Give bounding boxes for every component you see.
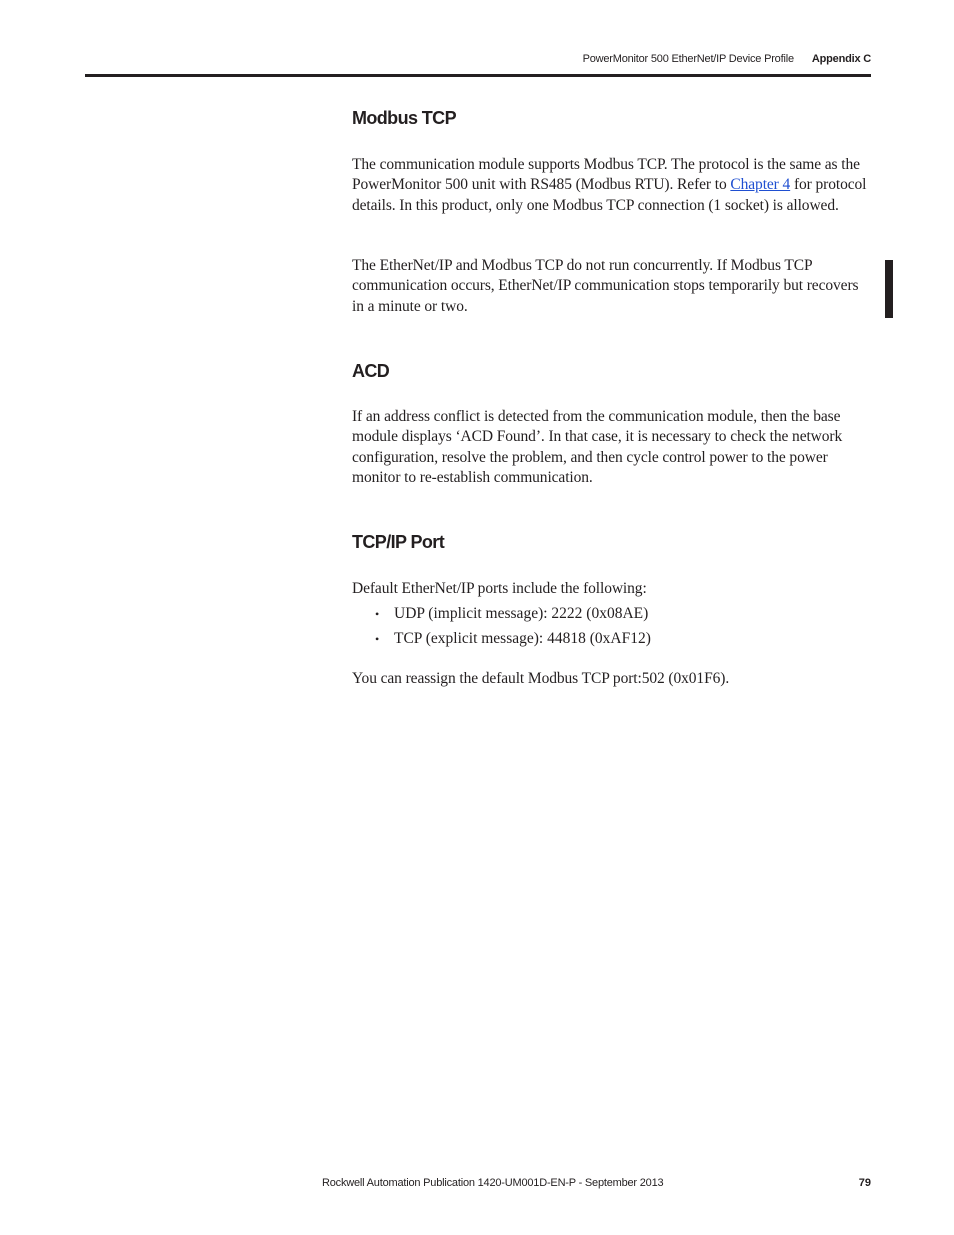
- modbus-p1-text-after: for protocol details. In this product, only one Modbus TCP connection (1 socket) is allowed.: [352, 176, 867, 214]
- list-item: [352, 604, 651, 629]
- tcpip-intro: Default EtherNet/IP ports include the following:: [352, 580, 647, 597]
- heading-modbus-tcp: Modbus TCP: [352, 108, 456, 128]
- acd-paragraph: If an address conflict is detected from the communication module, then the base module displays ‘ACD Found’. In that case, it is necessary to check the network configuration, resolve the problem, and then cycle control power to the power monitor to re-establish communication.: [352, 408, 843, 486]
- bullet-icon: •: [375, 607, 380, 621]
- change-bar: [885, 260, 893, 318]
- running-header: [583, 53, 871, 65]
- heading-tcpip-port: TCP/IP Port: [352, 532, 445, 552]
- heading-acd: ACD: [352, 361, 390, 381]
- modbus-paragraph-2: The EtherNet/IP and Modbus TCP do not run concurrently. If Modbus TCP communication occurs, EtherNet/IP communication stops temporarily but recovers in a minute or two.: [352, 257, 859, 315]
- header-rule: [85, 74, 871, 77]
- header-appendix: Appendix C: [811, 53, 871, 65]
- list-item: [352, 629, 651, 654]
- tcpip-outro: You can reassign the default Modbus TCP port:502 (0x01F6).: [352, 670, 730, 687]
- header-title: PowerMonitor 500 EtherNet/IP Device Profile: [582, 53, 794, 65]
- modbus-p1-text-before: The communication module supports Modbus TCP. The protocol is the same as the PowerMonitor 500 unit with RS485 (Modbus RTU). Refer to: [352, 156, 860, 194]
- list-item-text: TCP (explicit message): 44818 (0xAF12): [394, 630, 651, 647]
- modbus-paragraph-1: [352, 155, 872, 216]
- port-list: [352, 604, 651, 654]
- bullet-icon: •: [375, 632, 380, 646]
- list-item-text: UDP (implicit message): 2222 (0x08AE): [394, 605, 649, 622]
- footer-publication: Rockwell Automation Publication 1420-UM001D-EN-P - September 2013: [322, 1177, 664, 1189]
- page-number: 79: [858, 1177, 871, 1189]
- chapter-4-link[interactable]: Chapter 4: [730, 176, 791, 194]
